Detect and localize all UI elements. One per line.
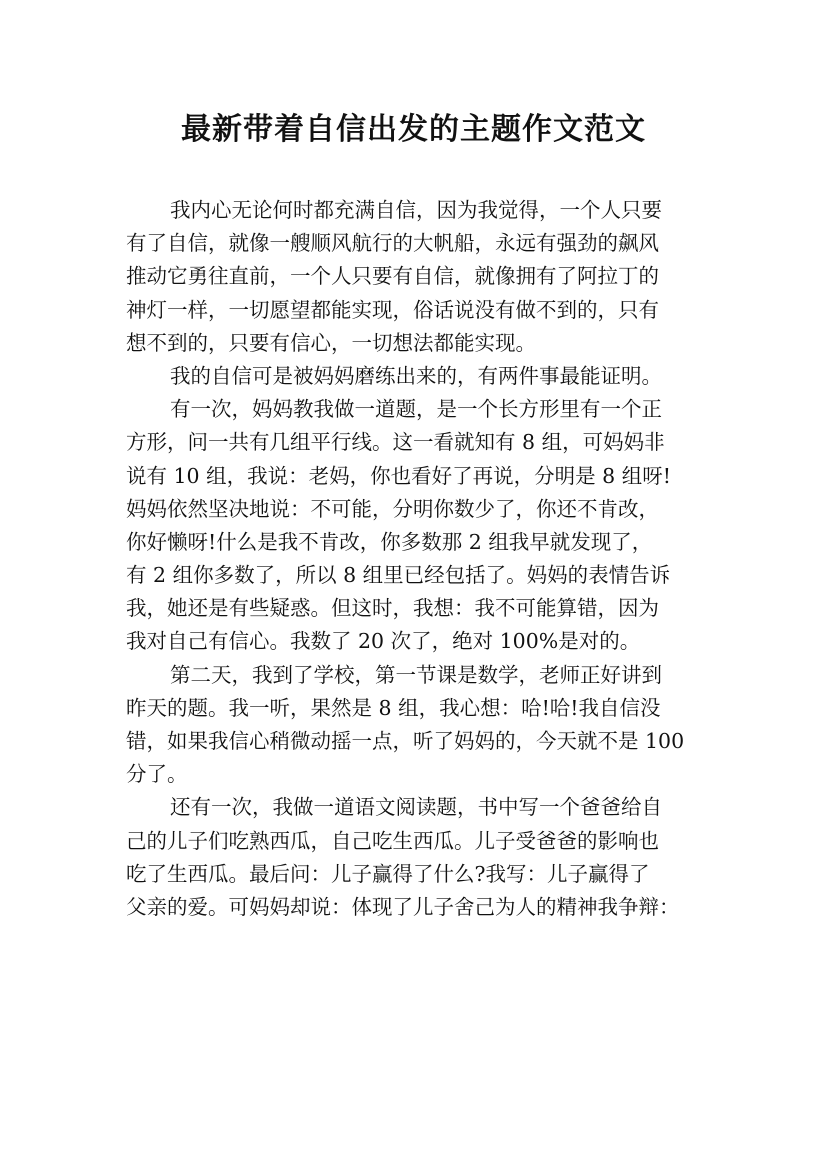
paragraph-line: 我对自己有信心。我数了 20 次了，绝对 100%是对的。 [126, 629, 641, 654]
paragraph-line: 方形，问一共有几组平行线。这一看就知有 8 组，可妈妈非 [126, 430, 665, 455]
paragraph-line: 说有 10 组，我说：老妈，你也看好了再说，分明是 8 组呀! [126, 463, 671, 488]
paragraph-line: 己的儿子们吃熟西瓜，自己吃生西瓜。儿子受爸爸的影响也 [126, 828, 659, 853]
paragraph-line: 有一次，妈妈教我做一道题，是一个长方形里有一个正 [170, 397, 662, 422]
paragraph-line: 分了。 [126, 762, 188, 787]
document-body [126, 194, 711, 924]
paragraph-line: 有 2 组你多数了，所以 8 组里已经包括了。妈妈的表情告诉 [126, 563, 671, 588]
paragraph-line: 有了自信，就像一艘顺风航行的大帆船，永远有强劲的飙风 [126, 231, 659, 256]
paragraph-line: 推动它勇往直前，一个人只要有自信，就像拥有了阿拉丁的 [126, 264, 659, 289]
paragraph [126, 360, 711, 393]
paragraph-line: 神灯一样，一切愿望都能实现，俗话说没有做不到的，只有 [126, 297, 659, 322]
paragraph-line: 父亲的爱。可妈妈却说：体现了儿子舍己为人的精神我争辩： [126, 894, 680, 919]
paragraph-line: 妈妈依然坚决地说：不可能，分明你数少了，你还不肯改， [126, 496, 659, 521]
paragraph-line: 我内心无论何时都充满自信，因为我觉得，一个人只要 [170, 198, 662, 222]
paragraph [126, 659, 711, 792]
paragraph-line: 昨天的题。我一听，果然是 8 组，我心想：哈!哈!我自信没 [126, 695, 661, 720]
paragraph [126, 393, 711, 659]
paragraph-line: 我，她还是有些疑惑。但这时，我想：我不可能算错，因为 [126, 596, 659, 621]
paragraph-line: 吃了生西瓜。最后问：儿子赢得了什么?我写：儿子赢得了 [126, 861, 650, 886]
paragraph-line: 你好懒呀!什么是我不肯改，你多数那 2 组我早就发现了， [126, 529, 653, 554]
paragraph-line: 想不到的，只要有信心，一切想法都能实现。 [126, 330, 536, 355]
page-title: 最新带着自信出发的主题作文范文 [181, 112, 646, 147]
paragraph-line: 我的自信可是被妈妈磨练出来的，有两件事最能证明。 [170, 363, 662, 388]
paragraph [126, 791, 711, 924]
paragraph-line: 还有一次，我做一道语文阅读题，书中写一个爸爸给自 [170, 795, 662, 820]
paragraph-line: 错，如果我信心稍微动摇一点，听了妈妈的，今天就不是 100 [126, 729, 685, 753]
paragraph-line: 第二天，我到了学校，第一节课是数学，老师正好讲到 [170, 662, 662, 687]
paragraph [126, 194, 711, 360]
